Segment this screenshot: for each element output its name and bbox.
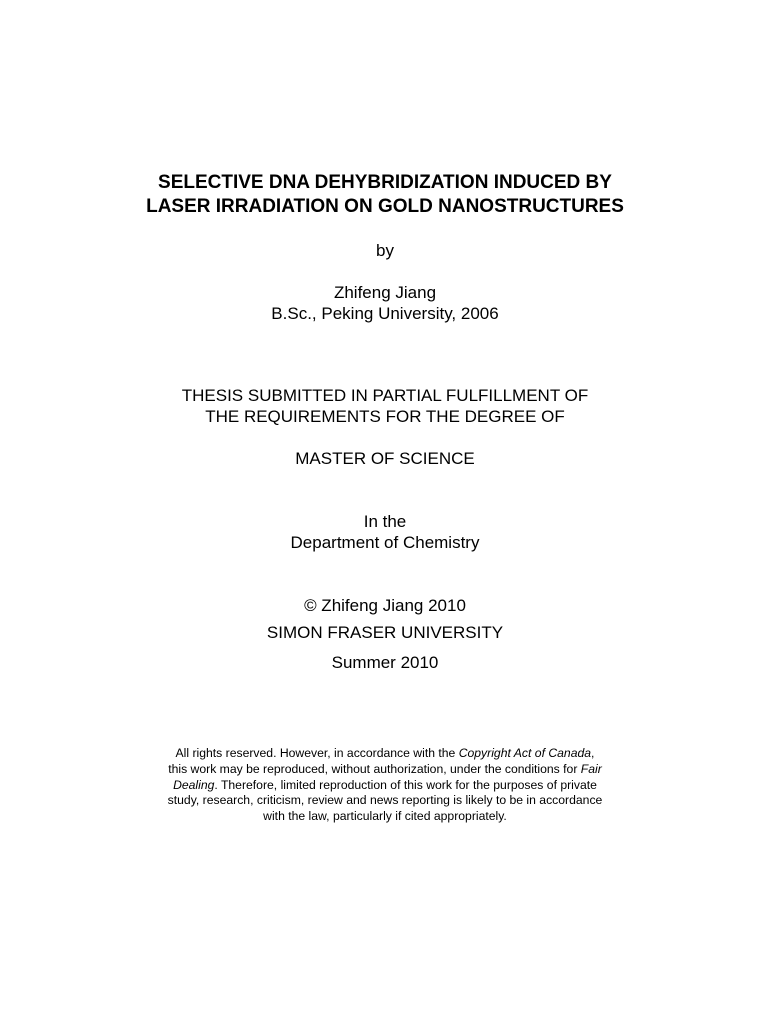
department-name: Department of Chemistry <box>290 533 480 552</box>
rights-notice-line-3 <box>150 778 620 794</box>
rights-notice-text: , <box>591 746 595 760</box>
submission-statement-line-1: THESIS SUBMITTED IN PARTIAL FULFILLMENT OF <box>181 386 589 405</box>
thesis-title-line-2: LASER IRRADIATION ON GOLD NANOSTRUCTURES <box>146 196 624 217</box>
university-name: SIMON FRASER UNIVERSITY <box>266 623 504 642</box>
submission-statement-line-2: THE REQUIREMENTS FOR THE DEGREE OF <box>205 407 565 426</box>
author-prior-degree: B.Sc., Peking University, 2006 <box>271 304 499 323</box>
term: Summer 2010 <box>331 653 439 672</box>
rights-notice-text: All rights reserved. However, in accordance with the <box>175 746 459 760</box>
rights-notice-line-1 <box>150 746 620 762</box>
rights-notice-line-4: study, research, criticism, review and news reporting is likely to be in accordance <box>167 793 603 808</box>
rights-notice <box>150 746 620 825</box>
fair-dealing-term: Dealing <box>173 777 215 792</box>
rights-notice-text: . Therefore, limited reproduction of this work for the purposes of private <box>214 777 597 792</box>
by-label: by <box>376 241 394 260</box>
copyright-act-title: Copyright Act of Canada <box>458 746 592 760</box>
department-prefix: In the <box>363 512 407 531</box>
rights-notice-text: this work may be reproduced, without authorization, under the conditions for <box>168 761 581 776</box>
author-name: Zhifeng Jiang <box>333 283 437 302</box>
degree-name: MASTER OF SCIENCE <box>295 449 475 468</box>
fair-dealing-term: Fair <box>580 761 602 776</box>
copyright-line: © Zhifeng Jiang 2010 <box>304 596 466 615</box>
rights-notice-line-5: with the law, particularly if cited appropriately. <box>263 809 507 824</box>
rights-notice-line-2 <box>150 762 620 778</box>
thesis-title-line-1: SELECTIVE DNA DEHYBRIDIZATION INDUCED BY <box>158 172 612 193</box>
